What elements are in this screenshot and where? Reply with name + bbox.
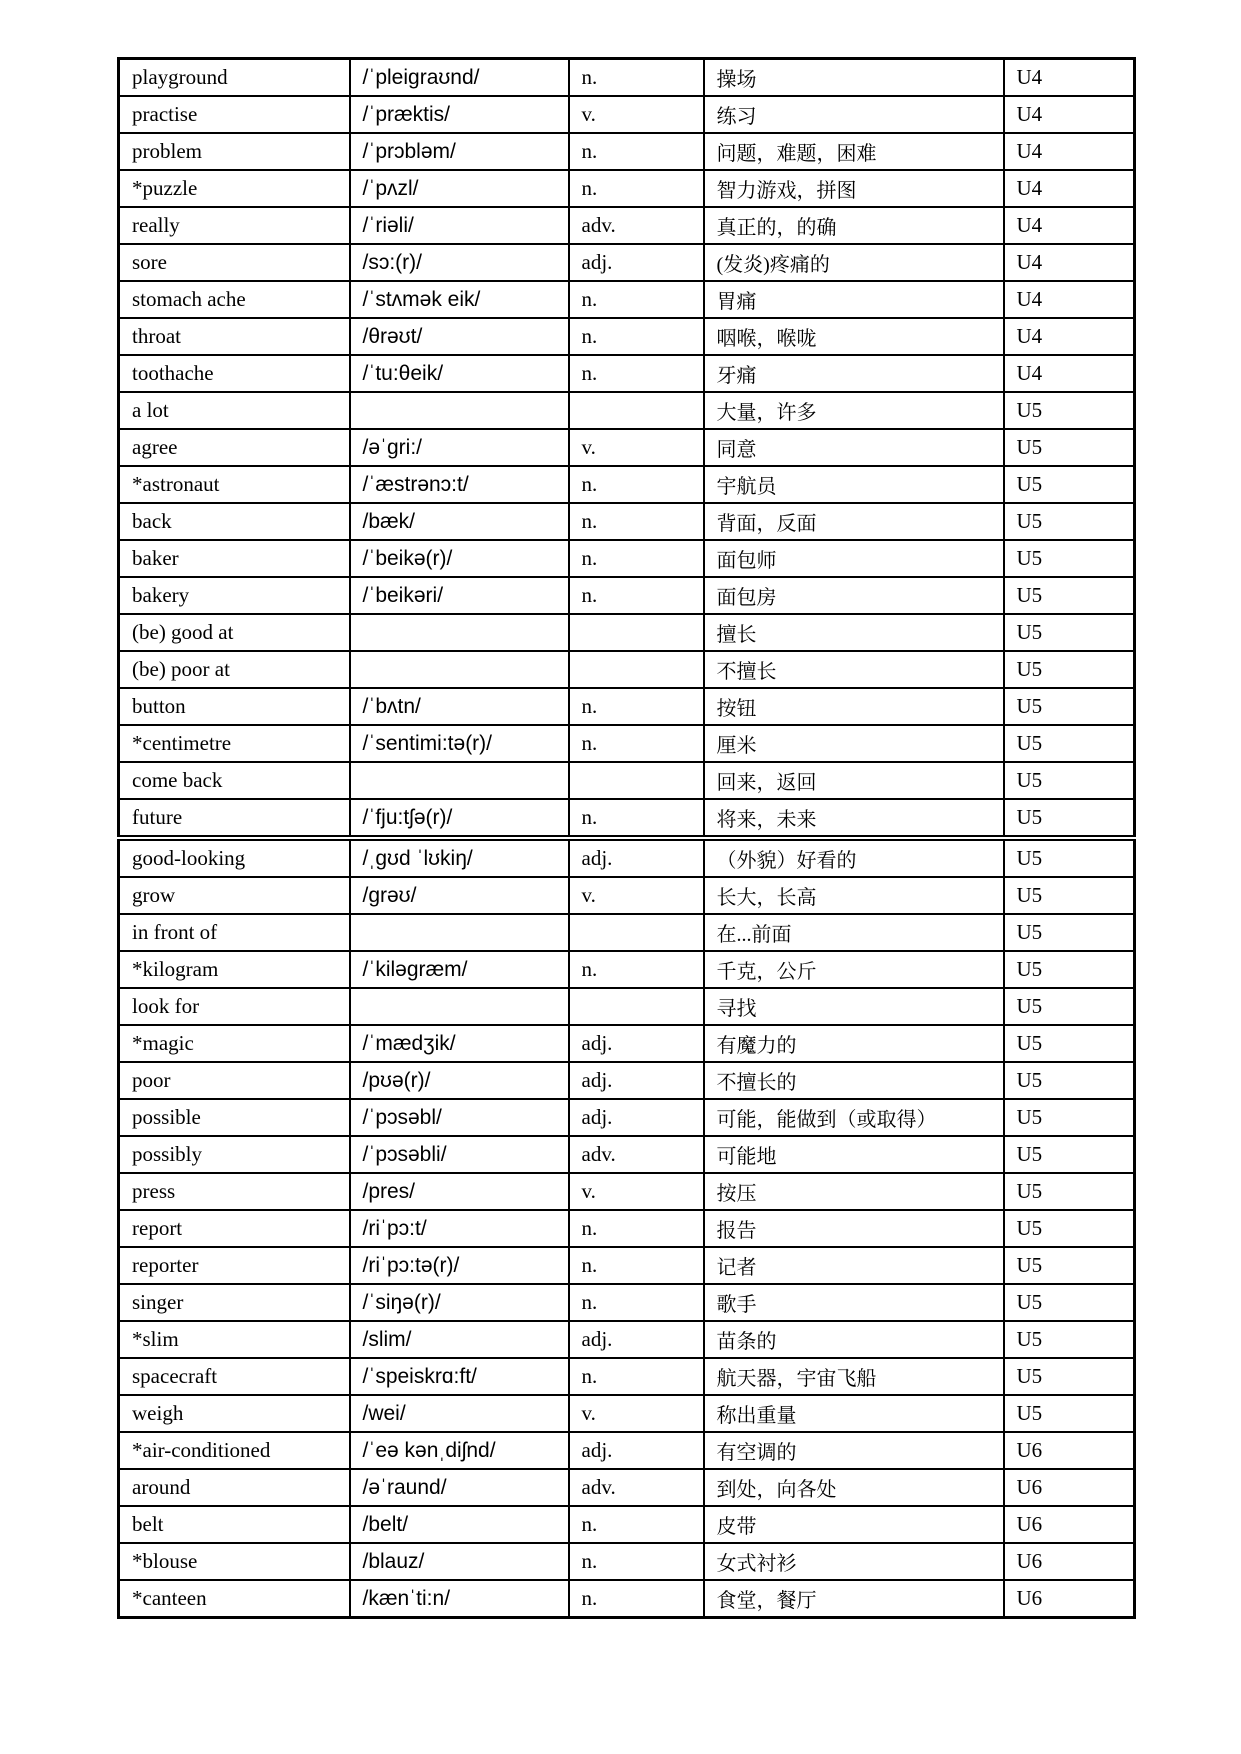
phonetic-cell: /ˈbʌtn/ [350, 688, 569, 725]
word-cell: singer [119, 1284, 350, 1321]
pos-cell: n. [569, 1358, 704, 1395]
unit-cell: U4 [1004, 170, 1135, 207]
table-row [119, 577, 1135, 614]
pos-cell: adj. [569, 1432, 704, 1469]
unit-cell: U5 [1004, 503, 1135, 540]
phonetic-cell: /ˈmædʒik/ [350, 1025, 569, 1062]
word-cell: throat [119, 318, 350, 355]
table-row [119, 503, 1135, 540]
pos-cell: v. [569, 429, 704, 466]
meaning-cell: 大量，许多 [704, 392, 1004, 429]
unit-cell: U4 [1004, 318, 1135, 355]
table-row [119, 318, 1135, 355]
word-cell: (be) good at [119, 614, 350, 651]
meaning-cell: 有空调的 [704, 1432, 1004, 1469]
pos-cell: adj. [569, 244, 704, 281]
table-row [119, 96, 1135, 133]
phonetic-cell: /ˈpɔsəbli/ [350, 1136, 569, 1173]
word-cell: *magic [119, 1025, 350, 1062]
pos-cell: n. [569, 1580, 704, 1618]
phonetic-cell: /wei/ [350, 1395, 569, 1432]
meaning-cell: 智力游戏，拼图 [704, 170, 1004, 207]
pos-cell: n. [569, 1284, 704, 1321]
unit-cell: U6 [1004, 1543, 1135, 1580]
table-row [119, 1432, 1135, 1469]
pos-cell: adj. [569, 838, 704, 877]
unit-cell: U5 [1004, 1395, 1135, 1432]
table-row [119, 133, 1135, 170]
meaning-cell: 歌手 [704, 1284, 1004, 1321]
pos-cell: n. [569, 577, 704, 614]
unit-cell: U5 [1004, 1136, 1135, 1173]
unit-cell: U6 [1004, 1580, 1135, 1618]
unit-cell: U5 [1004, 1321, 1135, 1358]
table-row [119, 281, 1135, 318]
meaning-cell: 操场 [704, 59, 1004, 97]
table-row [119, 1062, 1135, 1099]
table-row [119, 1099, 1135, 1136]
pos-cell: n. [569, 1506, 704, 1543]
table-row [119, 877, 1135, 914]
phonetic-cell: /ˈpleigraʊnd/ [350, 59, 569, 97]
word-cell: agree [119, 429, 350, 466]
phonetic-cell: /bæk/ [350, 503, 569, 540]
meaning-cell: 皮带 [704, 1506, 1004, 1543]
meaning-cell: 食堂，餐厅 [704, 1580, 1004, 1618]
phonetic-cell: /ˈkiləgræm/ [350, 951, 569, 988]
unit-cell: U4 [1004, 59, 1135, 97]
pos-cell: n. [569, 799, 704, 838]
word-cell: weigh [119, 1395, 350, 1432]
phonetic-cell: /ˈsiŋə(r)/ [350, 1284, 569, 1321]
word-cell: toothache [119, 355, 350, 392]
meaning-cell: 宇航员 [704, 466, 1004, 503]
meaning-cell: 咽喉，喉咙 [704, 318, 1004, 355]
meaning-cell: 按压 [704, 1173, 1004, 1210]
pos-cell: adj. [569, 1025, 704, 1062]
unit-cell: U5 [1004, 540, 1135, 577]
meaning-cell: 回来，返回 [704, 762, 1004, 799]
pos-cell: v. [569, 96, 704, 133]
pos-cell: n. [569, 318, 704, 355]
unit-cell: U5 [1004, 1358, 1135, 1395]
meaning-cell: 不擅长的 [704, 1062, 1004, 1099]
phonetic-cell [350, 988, 569, 1025]
unit-cell: U5 [1004, 1062, 1135, 1099]
word-cell: *slim [119, 1321, 350, 1358]
phonetic-cell [350, 762, 569, 799]
phonetic-cell: /kænˈti:n/ [350, 1580, 569, 1618]
meaning-cell: 背面，反面 [704, 503, 1004, 540]
unit-cell: U5 [1004, 466, 1135, 503]
unit-cell: U6 [1004, 1506, 1135, 1543]
table-row [119, 244, 1135, 281]
unit-cell: U5 [1004, 762, 1135, 799]
word-cell: poor [119, 1062, 350, 1099]
word-cell: *blouse [119, 1543, 350, 1580]
unit-cell: U5 [1004, 1247, 1135, 1284]
phonetic-cell: /pʊə(r)/ [350, 1062, 569, 1099]
table-row [119, 651, 1135, 688]
pos-cell: n. [569, 281, 704, 318]
unit-cell: U4 [1004, 96, 1135, 133]
unit-cell: U4 [1004, 281, 1135, 318]
phonetic-cell: /θrəʊt/ [350, 318, 569, 355]
word-cell: *astronaut [119, 466, 350, 503]
meaning-cell: 报告 [704, 1210, 1004, 1247]
word-cell: really [119, 207, 350, 244]
phonetic-cell: /riˈpɔ:tə(r)/ [350, 1247, 569, 1284]
meaning-cell: 按钮 [704, 688, 1004, 725]
pos-cell: adv. [569, 1469, 704, 1506]
word-cell: *air-conditioned [119, 1432, 350, 1469]
meaning-cell: 在...前面 [704, 914, 1004, 951]
word-cell: report [119, 1210, 350, 1247]
meaning-cell: 有魔力的 [704, 1025, 1004, 1062]
word-cell: around [119, 1469, 350, 1506]
unit-cell: U5 [1004, 1099, 1135, 1136]
word-cell: *puzzle [119, 170, 350, 207]
phonetic-cell: /ˈsentimi:tə(r)/ [350, 725, 569, 762]
word-cell: belt [119, 1506, 350, 1543]
phonetic-cell: /pres/ [350, 1173, 569, 1210]
table-row [119, 540, 1135, 577]
phonetic-cell [350, 914, 569, 951]
table-row [119, 725, 1135, 762]
unit-cell: U5 [1004, 1025, 1135, 1062]
table-row [119, 1284, 1135, 1321]
table-row [119, 355, 1135, 392]
meaning-cell: 女式衬衫 [704, 1543, 1004, 1580]
table-row [119, 1469, 1135, 1506]
pos-cell: adj. [569, 1099, 704, 1136]
phonetic-cell: /ˈeə kənˌdiʃnd/ [350, 1432, 569, 1469]
pos-cell: adv. [569, 207, 704, 244]
table-row [119, 1025, 1135, 1062]
unit-cell: U5 [1004, 1210, 1135, 1247]
pos-cell: n. [569, 1543, 704, 1580]
pos-cell: n. [569, 1210, 704, 1247]
table-row [119, 1506, 1135, 1543]
pos-cell: n. [569, 688, 704, 725]
table-row [119, 614, 1135, 651]
word-cell: future [119, 799, 350, 838]
meaning-cell: 擅长 [704, 614, 1004, 651]
phonetic-cell: /belt/ [350, 1506, 569, 1543]
meaning-cell: (发炎)疼痛的 [704, 244, 1004, 281]
table-row [119, 1210, 1135, 1247]
table-row [119, 170, 1135, 207]
unit-cell: U5 [1004, 392, 1135, 429]
word-cell: a lot [119, 392, 350, 429]
meaning-cell: 牙痛 [704, 355, 1004, 392]
table-row [119, 1358, 1135, 1395]
word-cell: good-looking [119, 838, 350, 877]
unit-cell: U5 [1004, 725, 1135, 762]
phonetic-cell: /ˈstʌmək eik/ [350, 281, 569, 318]
pos-cell: v. [569, 877, 704, 914]
pos-cell: n. [569, 1247, 704, 1284]
word-cell: *kilogram [119, 951, 350, 988]
meaning-cell: 练习 [704, 96, 1004, 133]
meaning-cell: （外貌）好看的 [704, 838, 1004, 877]
pos-cell: v. [569, 1173, 704, 1210]
phonetic-cell: /ˈfju:tʃə(r)/ [350, 799, 569, 838]
phonetic-cell: /əˈraund/ [350, 1469, 569, 1506]
phonetic-cell: /ˈspeiskrɑ:ft/ [350, 1358, 569, 1395]
word-cell: press [119, 1173, 350, 1210]
unit-cell: U5 [1004, 1173, 1135, 1210]
pos-cell [569, 614, 704, 651]
word-cell: sore [119, 244, 350, 281]
word-cell: practise [119, 96, 350, 133]
word-cell: reporter [119, 1247, 350, 1284]
phonetic-cell: /ˌgʊd ˈlʊkiŋ/ [350, 838, 569, 877]
word-cell: stomach ache [119, 281, 350, 318]
table-row [119, 1173, 1135, 1210]
unit-cell: U5 [1004, 651, 1135, 688]
table-row [119, 838, 1135, 877]
table-row [119, 1136, 1135, 1173]
table-row [119, 1321, 1135, 1358]
unit-cell: U5 [1004, 614, 1135, 651]
table-row [119, 799, 1135, 838]
pos-cell [569, 914, 704, 951]
unit-cell: U5 [1004, 429, 1135, 466]
unit-cell: U5 [1004, 799, 1135, 838]
word-cell: bakery [119, 577, 350, 614]
word-cell: come back [119, 762, 350, 799]
pos-cell [569, 988, 704, 1025]
word-cell: *centimetre [119, 725, 350, 762]
unit-cell: U4 [1004, 133, 1135, 170]
vocabulary-table [117, 57, 1136, 1619]
meaning-cell: 可能，能做到（或取得） [704, 1099, 1004, 1136]
meaning-cell: 称出重量 [704, 1395, 1004, 1432]
meaning-cell: 寻找 [704, 988, 1004, 1025]
table-row [119, 392, 1135, 429]
table-row [119, 1247, 1135, 1284]
meaning-cell: 千克，公斤 [704, 951, 1004, 988]
pos-cell: v. [569, 1395, 704, 1432]
pos-cell: n. [569, 951, 704, 988]
phonetic-cell [350, 614, 569, 651]
pos-cell [569, 392, 704, 429]
phonetic-cell: /ˈtu:θeik/ [350, 355, 569, 392]
word-cell: (be) poor at [119, 651, 350, 688]
pos-cell [569, 762, 704, 799]
phonetic-cell: /ˈprɔbləm/ [350, 133, 569, 170]
meaning-cell: 长大，长高 [704, 877, 1004, 914]
meaning-cell: 苗条的 [704, 1321, 1004, 1358]
meaning-cell: 真正的，的确 [704, 207, 1004, 244]
table-row [119, 429, 1135, 466]
unit-cell: U6 [1004, 1432, 1135, 1469]
pos-cell: n. [569, 170, 704, 207]
word-cell: playground [119, 59, 350, 97]
unit-cell: U5 [1004, 577, 1135, 614]
phonetic-cell: /grəʊ/ [350, 877, 569, 914]
table-row [119, 1395, 1135, 1432]
table-row [119, 466, 1135, 503]
pos-cell: n. [569, 503, 704, 540]
unit-cell: U5 [1004, 914, 1135, 951]
word-cell: grow [119, 877, 350, 914]
unit-cell: U4 [1004, 355, 1135, 392]
pos-cell [569, 651, 704, 688]
pos-cell: adv. [569, 1136, 704, 1173]
meaning-cell: 航天器，宇宙飞船 [704, 1358, 1004, 1395]
meaning-cell: 同意 [704, 429, 1004, 466]
meaning-cell: 可能地 [704, 1136, 1004, 1173]
meaning-cell: 到处，向各处 [704, 1469, 1004, 1506]
pos-cell: n. [569, 355, 704, 392]
unit-cell: U4 [1004, 244, 1135, 281]
meaning-cell: 不擅长 [704, 651, 1004, 688]
meaning-cell: 问题，难题，困难 [704, 133, 1004, 170]
table-row [119, 762, 1135, 799]
phonetic-cell: /blauz/ [350, 1543, 569, 1580]
word-cell: problem [119, 133, 350, 170]
unit-cell: U5 [1004, 988, 1135, 1025]
table-row [119, 951, 1135, 988]
word-cell: possibly [119, 1136, 350, 1173]
phonetic-cell: /ˈbeikəri/ [350, 577, 569, 614]
phonetic-cell: /ˈæstrənɔ:t/ [350, 466, 569, 503]
table-row [119, 1580, 1135, 1618]
word-cell: look for [119, 988, 350, 1025]
phonetic-cell: /riˈpɔ:t/ [350, 1210, 569, 1247]
meaning-cell: 面包房 [704, 577, 1004, 614]
unit-cell: U5 [1004, 951, 1135, 988]
pos-cell: n. [569, 725, 704, 762]
word-cell: in front of [119, 914, 350, 951]
table-row [119, 688, 1135, 725]
unit-cell: U5 [1004, 877, 1135, 914]
phonetic-cell: /ˈpræktis/ [350, 96, 569, 133]
word-cell: spacecraft [119, 1358, 350, 1395]
meaning-cell: 将来，未来 [704, 799, 1004, 838]
phonetic-cell [350, 392, 569, 429]
pos-cell: n. [569, 133, 704, 170]
meaning-cell: 面包师 [704, 540, 1004, 577]
phonetic-cell: /ˈriəli/ [350, 207, 569, 244]
table-row [119, 914, 1135, 951]
table-row [119, 207, 1135, 244]
table-row [119, 988, 1135, 1025]
pos-cell: n. [569, 466, 704, 503]
word-cell: possible [119, 1099, 350, 1136]
phonetic-cell [350, 651, 569, 688]
meaning-cell: 厘米 [704, 725, 1004, 762]
unit-cell: U5 [1004, 1284, 1135, 1321]
pos-cell: adj. [569, 1062, 704, 1099]
phonetic-cell: /sɔ:(r)/ [350, 244, 569, 281]
unit-cell: U6 [1004, 1469, 1135, 1506]
unit-cell: U5 [1004, 838, 1135, 877]
unit-cell: U4 [1004, 207, 1135, 244]
phonetic-cell: /slim/ [350, 1321, 569, 1358]
phonetic-cell: /ˈbeikə(r)/ [350, 540, 569, 577]
phonetic-cell: /ˈpʌzl/ [350, 170, 569, 207]
meaning-cell: 记者 [704, 1247, 1004, 1284]
pos-cell: n. [569, 540, 704, 577]
pos-cell: n. [569, 59, 704, 97]
table-row [119, 1543, 1135, 1580]
phonetic-cell: /əˈgri:/ [350, 429, 569, 466]
unit-cell: U5 [1004, 688, 1135, 725]
word-cell: back [119, 503, 350, 540]
table-row [119, 59, 1135, 97]
word-cell: button [119, 688, 350, 725]
phonetic-cell: /ˈpɔsəbl/ [350, 1099, 569, 1136]
meaning-cell: 胃痛 [704, 281, 1004, 318]
word-cell: baker [119, 540, 350, 577]
pos-cell: adj. [569, 1321, 704, 1358]
word-cell: *canteen [119, 1580, 350, 1618]
